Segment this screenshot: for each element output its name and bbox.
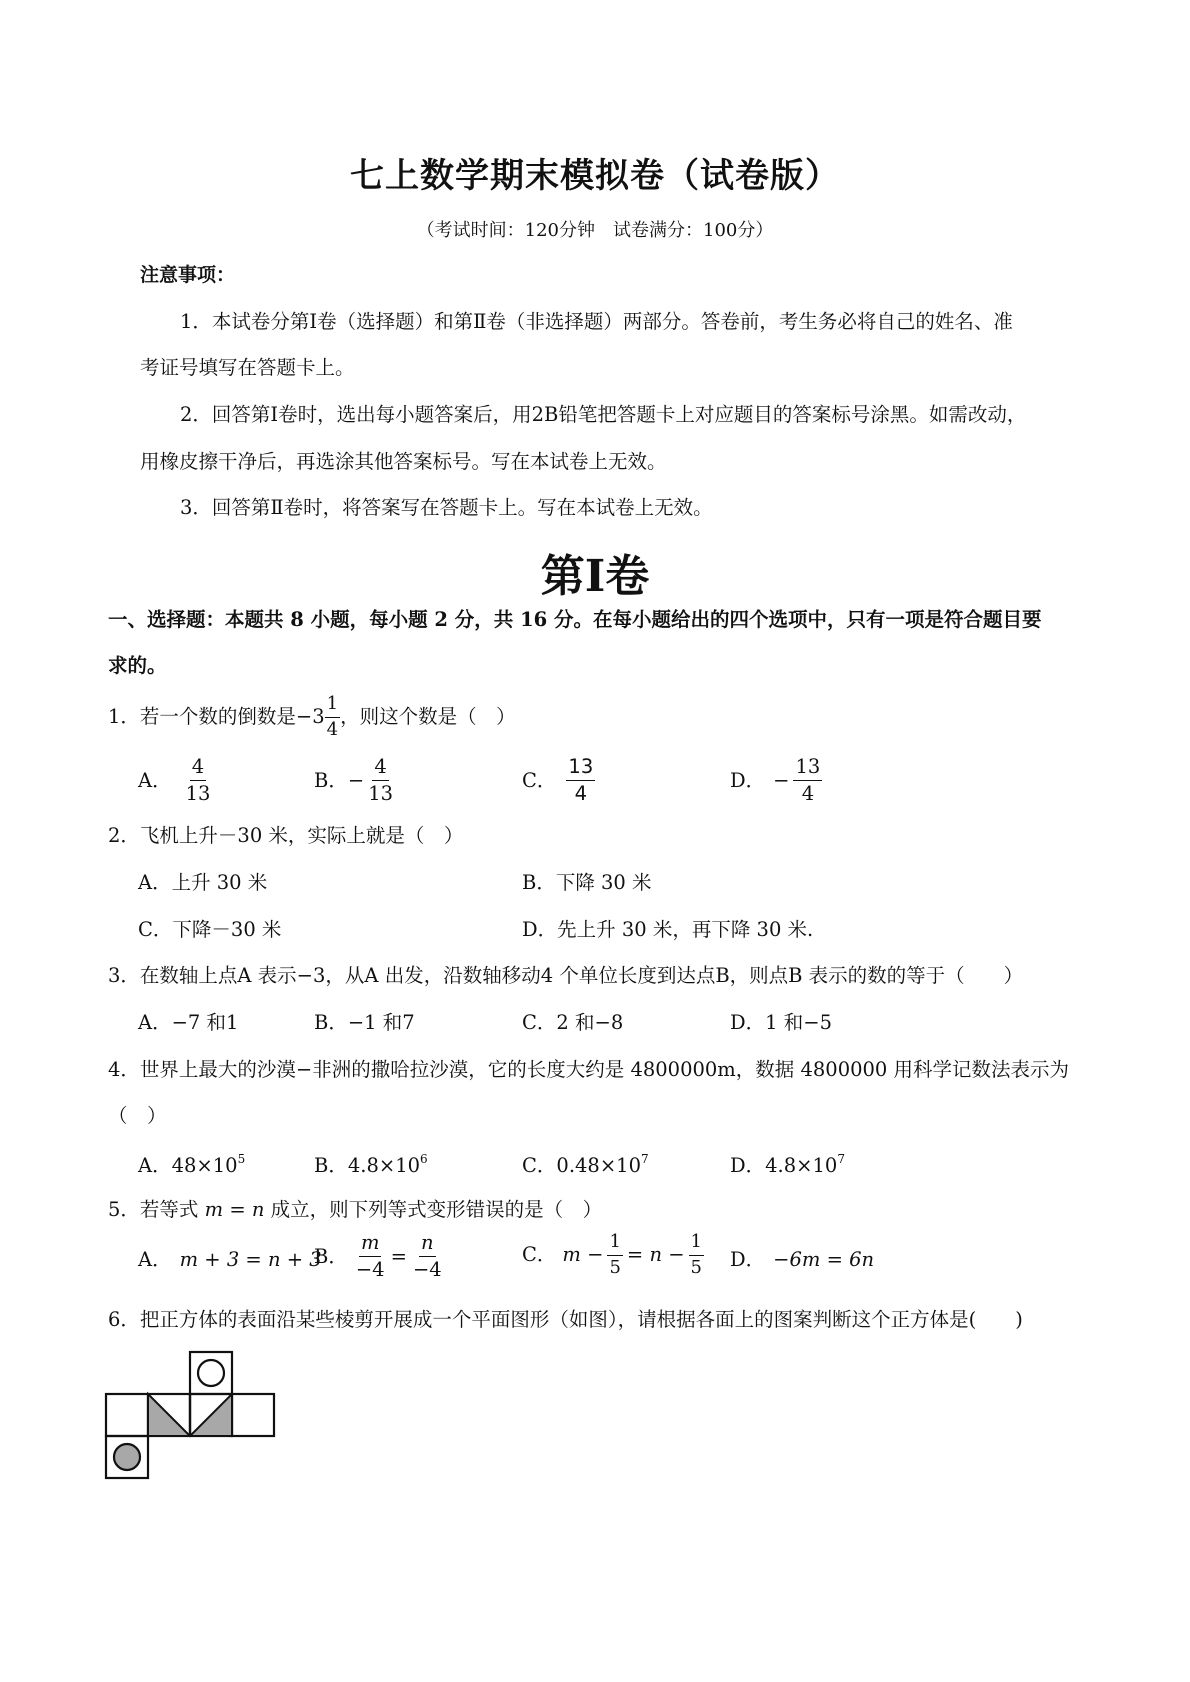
- q4-option-b[interactable]: [314, 1153, 428, 1176]
- option-fraction: [366, 756, 395, 806]
- frac-num: 13: [793, 756, 822, 781]
- option-label: A．: [138, 1154, 172, 1177]
- option-exponent: 7: [641, 1152, 649, 1166]
- shaded-triangle-left: [148, 1394, 190, 1436]
- frac-den: 5: [609, 1256, 621, 1278]
- option-fraction: [566, 756, 595, 806]
- note-1-line-2: 考证号填写在答题卡上。: [140, 356, 355, 379]
- frac-num: 13: [566, 756, 595, 781]
- note-1-line-1: 1．本试卷分第Ⅰ卷（选择题）和第Ⅱ卷（非选择题）两部分。答卷前，考生务必将自己的姓名、准: [180, 310, 1013, 333]
- option-label: D．: [730, 1248, 766, 1271]
- option-label: D．: [730, 1154, 766, 1177]
- q5-option-c[interactable]: [522, 1232, 704, 1278]
- q5-stem-post: 成立，则下列等式变形错误的是（ ）: [270, 1198, 603, 1221]
- option-label: D．: [730, 769, 766, 793]
- option-fraction-m: [354, 1232, 387, 1282]
- question-6-stem: 6．把正方体的表面沿某些棱剪开展成一个平面图形（如图），请根据各面上的图案判断这个正方体是( ): [108, 1308, 1023, 1331]
- net-square-1: [106, 1394, 148, 1436]
- frac-den: 13: [368, 782, 394, 806]
- equals-sign: =: [390, 1245, 407, 1269]
- q2-option-a[interactable]: A．上升 30 米: [138, 871, 268, 894]
- frac-den: 4: [574, 782, 588, 806]
- page-title: 七上数学期末模拟卷（试卷版）: [350, 156, 840, 196]
- frac-num: 1: [607, 1232, 622, 1256]
- question-2-stem: 2．飞机上升－30 米，实际上就是（ ）: [108, 824, 464, 847]
- q1-fraction: [325, 694, 340, 740]
- question-1-stem: [108, 694, 516, 740]
- section-instruction-line-1: 一、选择题：本题共 8 小题，每小题 2 分，共 16 分。在每小题给出的四个选项中，只有一项是符合题目要: [108, 608, 1042, 631]
- q1-stem-post: ，则这个数是（ ）: [340, 705, 516, 729]
- option-fraction-n: [411, 1232, 444, 1282]
- option-fraction: [689, 1232, 704, 1278]
- option-label: C．: [522, 1243, 557, 1267]
- open-circle-icon: [198, 1360, 224, 1386]
- note-2-line-2: 用橡皮擦干净后，再选涂其他答案标号。写在本试卷上无效。: [140, 450, 667, 473]
- option-fraction: [607, 1232, 622, 1278]
- frac-den: 4: [801, 782, 815, 806]
- question-4-stem-line-2: （ ）: [108, 1104, 167, 1127]
- q4-option-d[interactable]: [730, 1153, 845, 1176]
- frac-num: 1: [689, 1232, 704, 1256]
- q3-option-b[interactable]: B．−1 和7: [314, 1011, 415, 1034]
- shaded-triangle-right: [190, 1394, 232, 1436]
- q4-option-c[interactable]: [522, 1153, 649, 1176]
- option-sign: −: [347, 769, 365, 793]
- q5-option-b[interactable]: [314, 1232, 444, 1282]
- frac-den: −4: [355, 1258, 385, 1282]
- option-label: C．: [522, 769, 557, 793]
- q1-stem-pre: 1．若一个数的倒数是−3: [108, 705, 325, 729]
- q1-option-d[interactable]: [730, 756, 822, 806]
- note-2-line-1: 2．回答第Ⅰ卷时，选出每小题答案后，用2B铅笔把答题卡上对应题目的答案标号涂黑。如需改动，: [180, 403, 1027, 426]
- cube-net-figure: [104, 1350, 284, 1484]
- option-label: A．: [138, 1248, 172, 1271]
- question-3-stem: 3．在数轴上点A 表示−3，从A 出发，沿数轴移动4 个单位长度到达点B，则点B 表示的数的等于（ ）: [108, 964, 1024, 987]
- q2-option-b[interactable]: B．下降 30 米: [522, 871, 652, 894]
- option-fraction: [184, 756, 213, 806]
- option-fraction: [793, 756, 822, 806]
- frac-den: 13: [185, 782, 211, 806]
- frac-den: −4: [412, 1258, 442, 1282]
- frac-den: 5: [690, 1256, 702, 1278]
- note-3: 3．回答第Ⅱ卷时，将答案写在答题卡上。写在本试卷上无效。: [180, 496, 713, 519]
- option-label: B．: [314, 1245, 348, 1269]
- net-square-4: [232, 1394, 274, 1436]
- option-label: A．: [138, 769, 172, 793]
- section-title: 第Ⅰ卷: [540, 551, 650, 602]
- frac-num: 4: [190, 756, 206, 781]
- frac-num: m: [359, 1232, 382, 1257]
- q1-frac-num: 1: [325, 694, 340, 718]
- q1-frac-den: 4: [326, 718, 339, 740]
- q3-option-a[interactable]: A．−7 和1: [138, 1011, 239, 1034]
- q2-option-d[interactable]: D．先上升 30 米，再下降 30 米.: [522, 918, 814, 941]
- option-expression: m + 3 = n + 3: [179, 1248, 322, 1271]
- option-term: = n −: [626, 1243, 685, 1267]
- q1-option-c[interactable]: [522, 756, 595, 806]
- q5-option-a[interactable]: [138, 1250, 322, 1270]
- question-4-stem-line-1: 4．世界上最大的沙漠−非洲的撒哈拉沙漠，它的长度大约是 4800000m，数据 4800000 用科学记数法表示为: [108, 1058, 1070, 1081]
- option-exponent: 6: [420, 1152, 428, 1166]
- q1-option-a[interactable]: [138, 756, 212, 806]
- exam-info: （考试时间：120分钟 试卷满分：100分）: [416, 220, 774, 241]
- q4-option-a[interactable]: [138, 1153, 245, 1176]
- q3-option-d[interactable]: D．1 和−5: [730, 1011, 832, 1034]
- frac-num: 4: [372, 756, 388, 781]
- q3-option-c[interactable]: C．2 和−8: [522, 1011, 624, 1034]
- notes-heading: 注意事项：: [140, 264, 236, 286]
- option-exponent: 5: [237, 1152, 246, 1166]
- option-exponent: 7: [837, 1152, 845, 1166]
- frac-num: n: [419, 1232, 436, 1257]
- option-sign: −: [773, 769, 790, 793]
- q5-stem-pre: 5．若等式: [108, 1198, 199, 1221]
- option-base: 0.48×10: [556, 1154, 641, 1177]
- q5-equation: m = n: [204, 1198, 265, 1221]
- option-base: 48×10: [171, 1154, 238, 1177]
- option-label: B．: [314, 1154, 348, 1177]
- option-base: 4.8×10: [347, 1154, 421, 1177]
- option-label: C．: [522, 1154, 557, 1177]
- q2-option-c[interactable]: C．下降－30 米: [138, 918, 282, 941]
- q1-option-b[interactable]: [314, 756, 395, 806]
- option-label: B．: [314, 769, 348, 793]
- option-base: 4.8×10: [765, 1154, 838, 1177]
- filled-circle-icon: [114, 1444, 140, 1470]
- section-instruction-line-2: 求的。: [108, 654, 167, 677]
- q5-option-d[interactable]: [730, 1250, 874, 1270]
- question-5-stem: [108, 1200, 602, 1220]
- option-expression: −6m = 6n: [773, 1248, 875, 1271]
- option-term: m −: [562, 1243, 604, 1267]
